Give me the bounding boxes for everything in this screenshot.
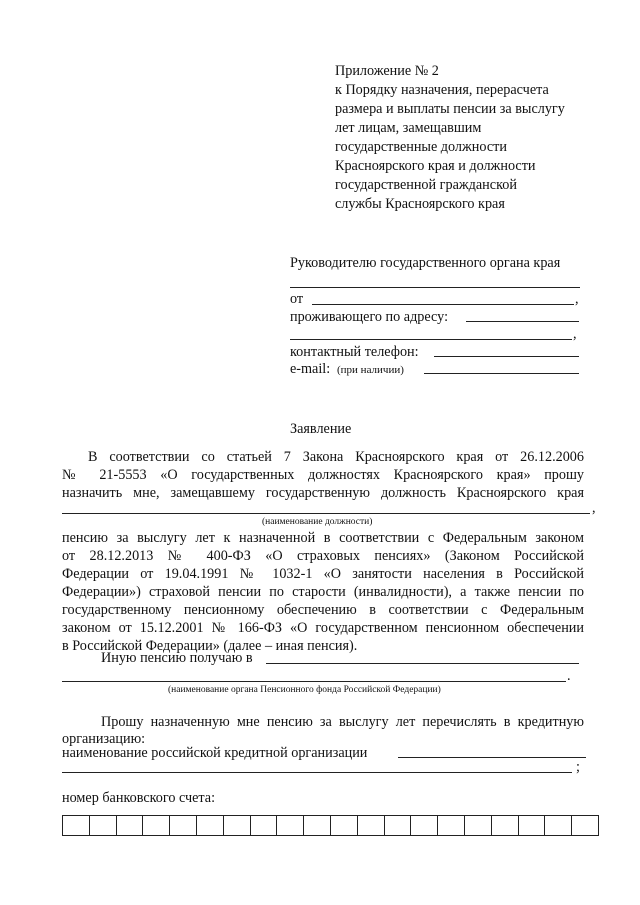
account-label: номер банковского счета:	[62, 790, 216, 806]
address-suffix: ,	[573, 326, 577, 342]
position-caption: (наименование должности)	[262, 517, 373, 527]
address-line-1[interactable]	[466, 321, 579, 322]
position-line[interactable]	[62, 513, 590, 514]
other-pension-line[interactable]	[266, 663, 579, 664]
account-digit-cell[interactable]	[197, 816, 224, 835]
body-line: от 28.12.2013 № 400-ФЗ «О страховых пенсиях» (Законом Российской	[62, 548, 584, 564]
from-suffix: ,	[575, 291, 579, 307]
account-number-grid	[62, 815, 599, 836]
account-digit-cell[interactable]	[411, 816, 438, 835]
from-name-line[interactable]	[312, 304, 574, 305]
fund-line[interactable]	[62, 681, 566, 682]
body-line: Федерации») страховой пенсии по старости (инвалидности), а также пенсии по	[62, 584, 584, 600]
account-digit-cell[interactable]	[224, 816, 251, 835]
residing-label: проживающего по адресу:	[290, 309, 449, 325]
appendix-line: службы Красноярского края	[335, 196, 505, 212]
account-digit-cell[interactable]	[545, 816, 572, 835]
appendix-line: лет лицам, замещавшим	[335, 120, 482, 136]
account-digit-cell[interactable]	[90, 816, 117, 835]
body-line: законом от 15.12.2001 № 166-ФЗ «О государственном пенсионном обеспечении	[62, 620, 584, 636]
email-label: e-mail:	[290, 361, 331, 377]
account-digit-cell[interactable]	[170, 816, 197, 835]
appendix-line: Красноярского края и должности	[335, 158, 536, 174]
email-line[interactable]	[424, 373, 579, 374]
appendix-line: государственные должности	[335, 139, 507, 155]
position-suffix: ,	[592, 500, 596, 516]
addressee-title: Руководителю государственного органа края	[290, 255, 561, 271]
account-digit-cell[interactable]	[331, 816, 358, 835]
account-digit-cell[interactable]	[492, 816, 519, 835]
body-line: Федерации от 19.04.1991 № 1032-1 «О занятости населения в Российской	[62, 566, 584, 582]
account-digit-cell[interactable]	[304, 816, 331, 835]
account-digit-cell[interactable]	[143, 816, 170, 835]
body-line: государственному пенсионному обеспечению в соответствии с Федеральным	[62, 602, 584, 618]
document-title: Заявление	[290, 421, 352, 437]
other-pension-label: Иную пенсию получаю в	[101, 650, 253, 666]
appendix-line: государственной гражданской	[335, 177, 517, 193]
body-line: в Российской Федерации» (далее – иная пенсия).	[62, 638, 358, 654]
bank-name-line[interactable]	[398, 757, 586, 758]
body-line: назначить мне, замещавшему государственную должность Красноярского края	[62, 485, 584, 501]
appendix-line: Приложение № 2	[335, 63, 439, 79]
account-digit-cell[interactable]	[385, 816, 412, 835]
account-digit-cell[interactable]	[519, 816, 546, 835]
account-digit-cell[interactable]	[572, 816, 598, 835]
body-line: Прошу назначенную мне пенсию за выслугу лет перечислять в кредитную	[101, 714, 584, 730]
body-line: пенсию за выслугу лет к назначенной в соответствии с Федеральным законом	[62, 530, 584, 546]
email-note: (при наличии)	[337, 364, 404, 376]
body-line: В соответствии со статьей 7 Закона Красноярского края от 26.12.2006	[88, 449, 584, 465]
from-label: от	[290, 291, 304, 307]
bank-suffix: ;	[576, 759, 580, 775]
addressee-organ-line[interactable]	[290, 287, 580, 288]
account-digit-cell[interactable]	[251, 816, 278, 835]
account-digit-cell[interactable]	[358, 816, 385, 835]
fund-caption: (наименование органа Пенсионного фонда Российской Федерации)	[168, 685, 441, 695]
appendix-header	[335, 62, 595, 214]
body-line: № 21-5553 «О государственных должностях Красноярского края» прошу	[62, 467, 584, 483]
body-line: организацию:	[62, 731, 146, 747]
account-digit-cell[interactable]	[277, 816, 304, 835]
phone-label: контактный телефон:	[290, 344, 419, 360]
fund-suffix: .	[567, 668, 571, 684]
appendix-line: к Порядку назначения, перерасчета	[335, 82, 549, 98]
bank-label: наименование российской кредитной организации	[62, 745, 368, 761]
account-digit-cell[interactable]	[465, 816, 492, 835]
address-line-2[interactable]	[290, 339, 572, 340]
account-digit-cell[interactable]	[438, 816, 465, 835]
bank-name-line-2[interactable]	[62, 772, 572, 773]
account-digit-cell[interactable]	[117, 816, 144, 835]
account-digit-cell[interactable]	[63, 816, 90, 835]
appendix-line: размера и выплаты пенсии за выслугу	[335, 101, 565, 117]
phone-line[interactable]	[434, 356, 579, 357]
